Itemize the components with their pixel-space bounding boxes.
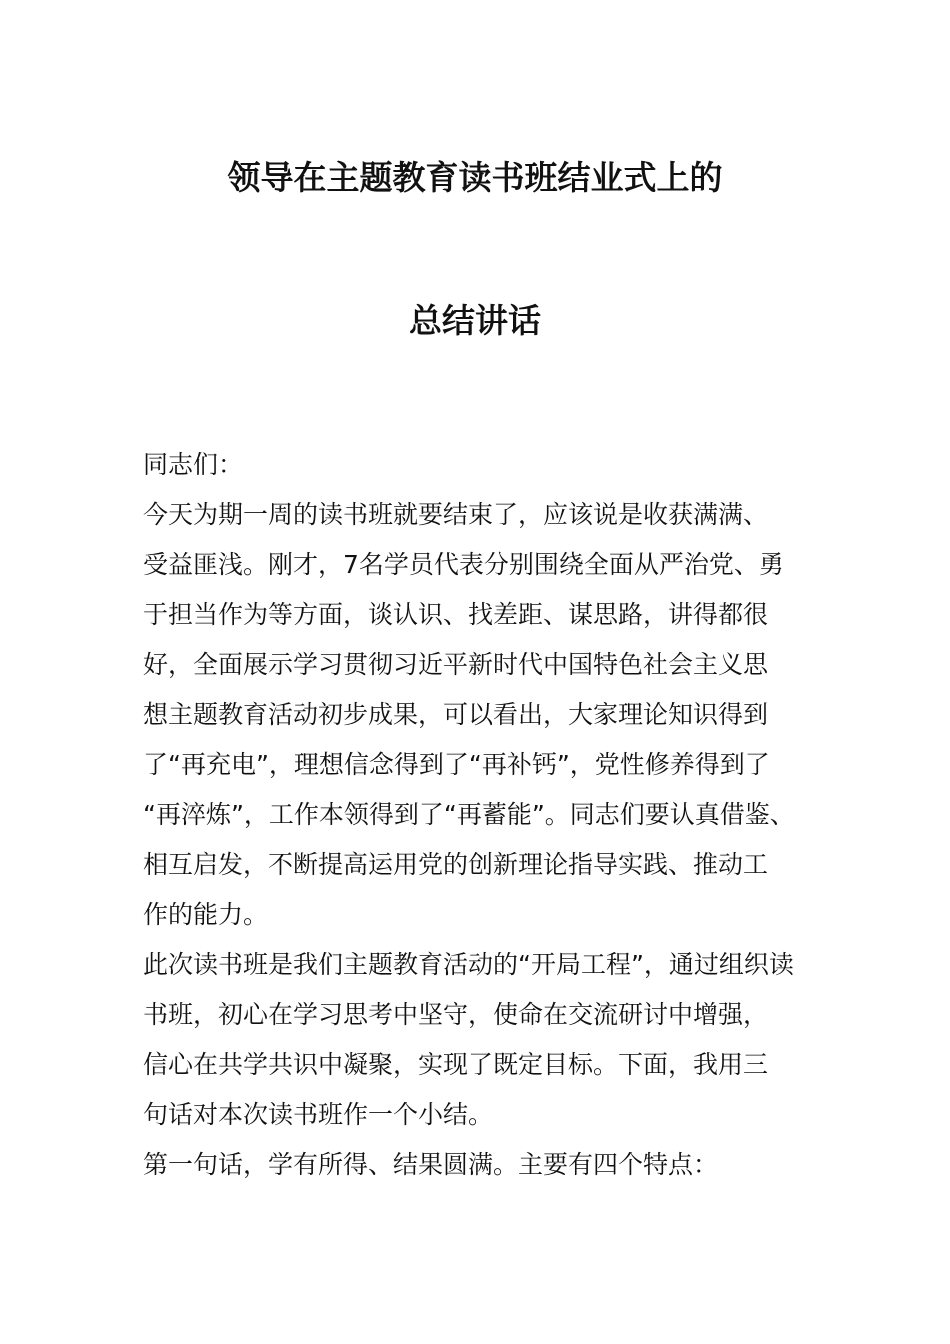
document-title-line-1: 领导在主题教育读书班结业式上的 — [227, 158, 723, 197]
body-line: 相互启发，不断提高运用党的创新理论指导实践、推动工 — [143, 850, 769, 879]
salutation-line: 同志们： — [143, 450, 244, 479]
body-line: 作的能力。 — [143, 900, 269, 929]
body-line: 书班，初心在学习思考中坚守，使命在交流研讨中增强， — [143, 1000, 769, 1029]
body-line: 于担当作为等方面，谈认识、找差距、谋思路，讲得都很 — [143, 600, 769, 629]
document-body — [143, 440, 813, 1190]
body-line: 句话对本次读书班作一个小结。 — [143, 1100, 494, 1129]
body-line: 第一句话，学有所得、结果圆满。主要有四个特点： — [143, 1150, 719, 1179]
body-line: 今天为期一周的读书班就要结束了，应该说是收获满满、 — [143, 500, 769, 529]
body-line: 了“再充电”，理想信念得到了“再补钙”，党性修养得到了 — [143, 750, 770, 779]
body-line: 受益匪浅。刚才，7名学员代表分别围绕全面从严治党、勇 — [143, 550, 784, 579]
body-line: 想主题教育活动初步成果，可以看出，大家理论知识得到 — [143, 700, 769, 729]
body-line: 信心在共学共识中凝聚，实现了既定目标。下面，我用三 — [143, 1050, 769, 1079]
document-title-line-2: 总结讲话 — [409, 301, 541, 340]
body-line: 好，全面展示学习贯彻习近平新时代中国特色社会主义思 — [143, 650, 769, 679]
body-line: “再淬炼”，工作本领得到了“再蓄能”。同志们要认真借鉴、 — [143, 800, 795, 829]
body-line: 此次读书班是我们主题教育活动的“开局工程”，通过组织读 — [143, 950, 794, 979]
